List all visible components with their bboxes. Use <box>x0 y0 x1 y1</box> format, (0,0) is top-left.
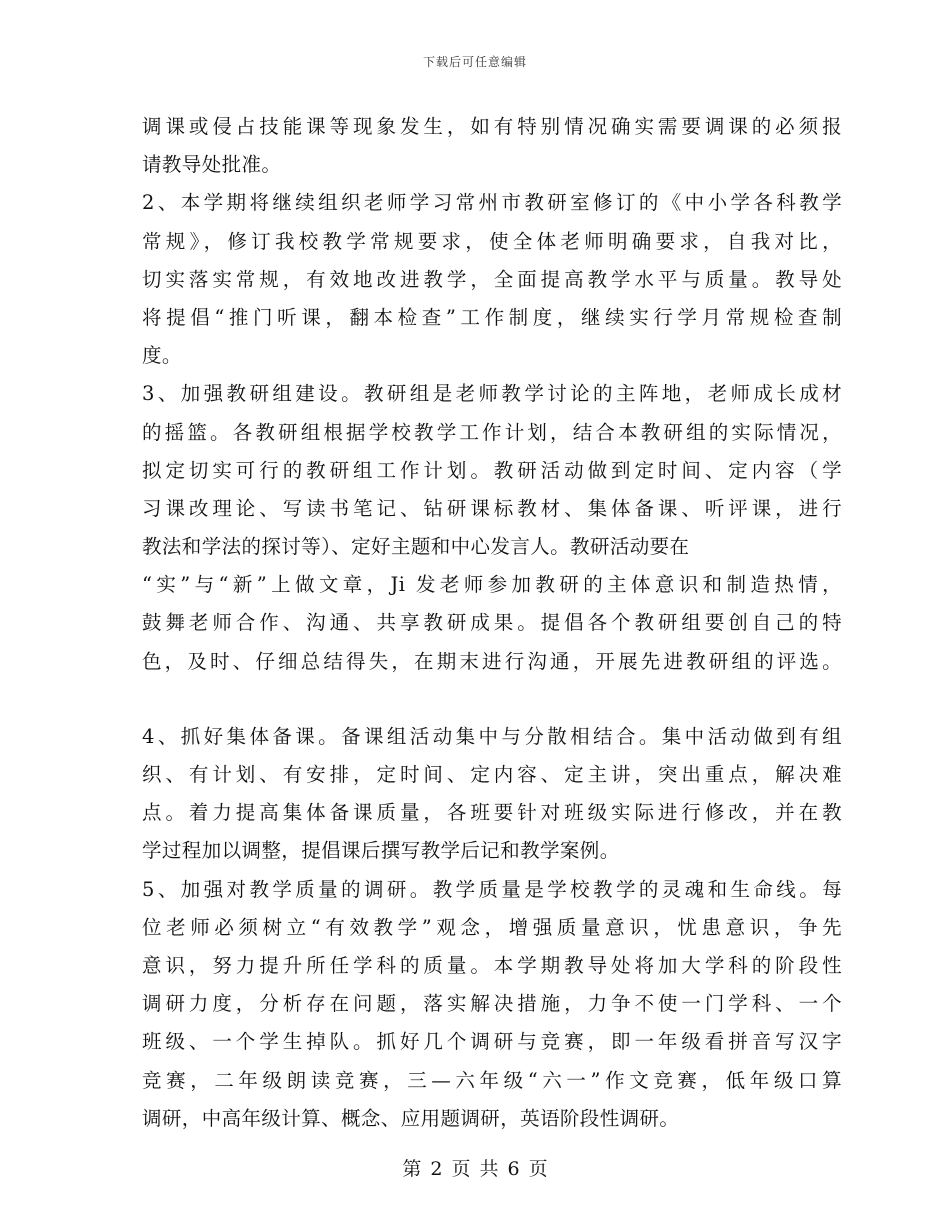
text-line: 调研力度，分析存在问题，落实解决措施，力争不使一门学科、一个 <box>142 992 842 1016</box>
text-line: 色，及时、仔细总结得失，在期末进行沟通，开展先进教研组的评选。 <box>142 649 842 673</box>
text-line: 3、加强教研组建设。教研组是老师教学讨论的主阵地，老师成长成材 <box>142 382 842 406</box>
text-line: 竞赛，二年级朗读竞赛，三—六年级“六一”作文竞赛，低年级口算 <box>142 1068 842 1092</box>
paragraph-block-1 <box>142 108 842 681</box>
text-line: 习课改理论、写读书笔记、钻研课标教材、集体备课、听评课，进行 <box>142 496 842 520</box>
text-line: 切实落实常规，有效地改进教学，全面提高教学水平与质量。教导处 <box>142 267 842 291</box>
text-line: 的摇篮。各教研组根据学校教学工作计划，结合本教研组的实际情况， <box>142 420 842 444</box>
text-line: 班级、一个学生掉队。抓好几个调研与竞赛，即一年级看拼音写汉字 <box>142 1030 842 1054</box>
text-line: 请教导处批准。 <box>142 153 282 177</box>
text-line: 教法和学法的探讨等）、定好主题和中心发言人。教研活动要在 <box>142 535 690 559</box>
text-line: 调课或侵占技能课等现象发生，如有特别情况确实需要调课的必须报 <box>142 115 842 138</box>
text-line: “实”与“新”上做文章，Ji 发老师参加教研的主体意识和制造热情， <box>142 573 842 597</box>
text-line: 拟定切实可行的教研组工作计划。教研活动做到定时间、定内容（学 <box>142 458 842 482</box>
text-line: 调研，中高年级计算、概念、应用题调研，英语阶段性调研。 <box>142 1106 680 1130</box>
text-line: 学过程加以调整，提倡课后撰写教学后记和教学案例。 <box>142 839 620 863</box>
page-number: 第 2 页 共 6 页 <box>402 1158 548 1180</box>
document-body <box>142 108 842 1138</box>
paragraph-gap <box>142 681 842 718</box>
text-line: 鼓舞老师合作、沟通、共享教研成果。提倡各个教研组要创自己的特 <box>142 611 842 635</box>
text-line: 2、本学期将继续组织老师学习常州市教研室修订的《中小学各科教学 <box>142 191 842 215</box>
text-line: 将提倡“推门听课，翻本检查”工作制度，继续实行学月常规检查制 <box>142 305 842 329</box>
text-line: 常规》，修订我校教学常规要求，使全体老师明确要求，自我对比， <box>142 229 842 253</box>
text-line: 位老师必须树立“有效教学”观念，增强质量意识，忧患意识，争先 <box>142 915 842 939</box>
page-header: 下载后可任意编辑 <box>422 55 527 69</box>
text-line: 4、抓好集体备课。备课组活动集中与分散相结合。集中活动做到有组 <box>142 724 842 748</box>
text-line: 织、有计划、有安排，定时间、定内容、定主讲，突出重点，解决难 <box>142 763 842 786</box>
text-line: 点。着力提高集体备课质量，各班要针对班级实际进行修改，并在教 <box>142 801 842 825</box>
paragraph-block-2 <box>142 718 842 1138</box>
text-line: 5、加强对教学质量的调研。教学质量是学校教学的灵魂和生命线。每 <box>142 877 842 901</box>
text-line: 度。 <box>142 344 182 368</box>
text-line: 意识，努力提升所任学科的质量。本学期教导处将加大学科的阶段性 <box>142 953 842 977</box>
